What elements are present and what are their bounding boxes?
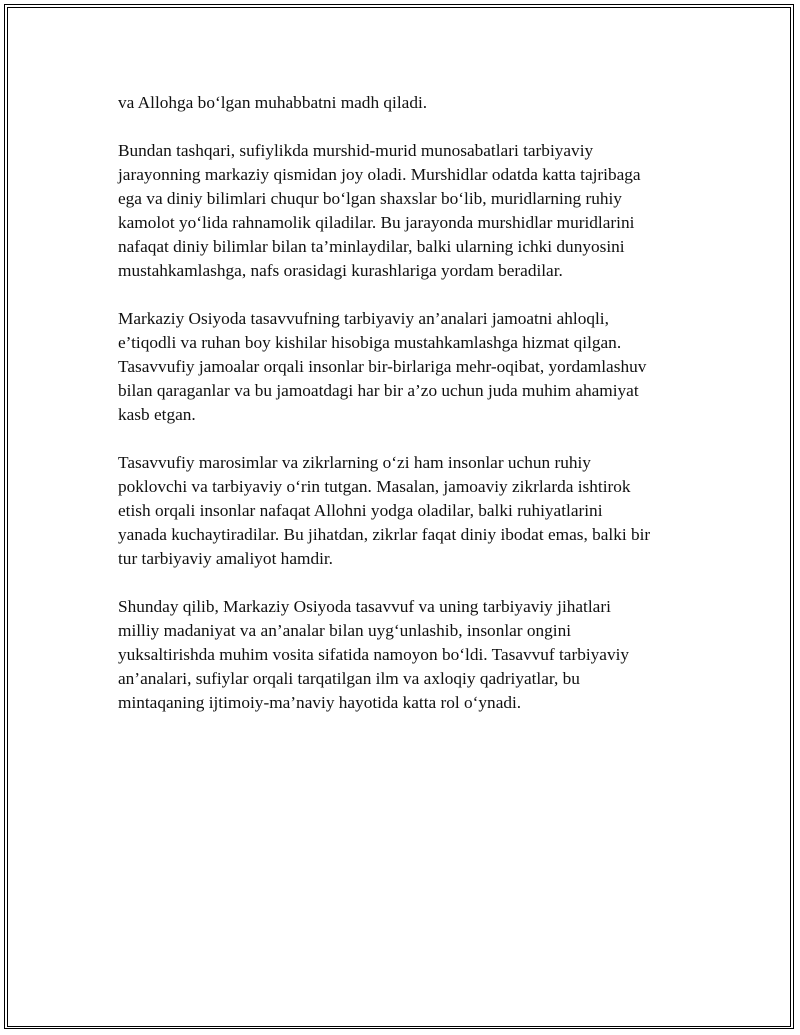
paragraph-4: Tasavvufiy marosimlar va zikrlarning o‘zi ham insonlar uchun ruhiy poklovchi va tarbiyaviy o‘rin tutgan. Masalan, jamoaviy zikrlarda ishtirok etish orqali insonlar nafaqat Allohni yodga oladilar, balki ruhiyatlarini yanada kuchaytiradilar. Bu jihatdan, zikrlar faqat diniy ibodat emas, balki bir tur tarbiyaviy amaliyot hamdir. bbox=[118, 453, 651, 568]
paragraph-2: Bundan tashqari, sufiylikda murshid-murid munosabatlari tarbiyaviy jarayonning markaziy qismidan joy oladi. Murshidlar odatda katta tajribaga ega va diniy bilimlari chuqur bo‘lgan shaxslar bo‘lib, muridlarning ruhiy kamolot yo‘lida rahnamolik qiladilar. Bu jarayonda murshidlar muridlarini nafaqat diniy bilimlar bilan ta’minlaydilar, balki ularning ichki dunyosini mustahkamlashga, nafs orasidagi kurashlariga yordam beradilar. bbox=[118, 141, 641, 280]
paragraph-3: Markaziy Osiyoda tasavvufning tarbiyaviy an’analari jamoatni ahloqli, e’tiqodli va ruhan boy kishilar hisobiga mustahkamlashga hizmat qilgan. Tasavvufiy jamoalar orqali insonlar bir-birlariga mehr-oqibat, yordamlashuv bilan qaraganlar va bu jamoatdagi har bir a’zo uchun juda muhim ahamiyat kasb etgan. bbox=[118, 309, 647, 424]
document-body bbox=[118, 91, 693, 739]
paragraph-5: Shunday qilib, Markaziy Osiyoda tasavvuf va uning tarbiyaviy jihatlari milliy madaniyat va an’analar bilan uyg‘unlashib, insonlar ongini yuksaltirishda muhim vosita sifatida namoyon bo‘ldi. Tasavvuf tarbiyaviy an’analari, sufiylar orqali tarqatilgan ilm va axloqiy qadriyatlar, bu mintaqaning ijtimoiy-ma’naviy hayotida katta rol o‘ynadi. bbox=[118, 597, 630, 712]
paragraph-1: va Allohga bo‘lgan muhabbatni madh qiladi. bbox=[118, 93, 428, 112]
